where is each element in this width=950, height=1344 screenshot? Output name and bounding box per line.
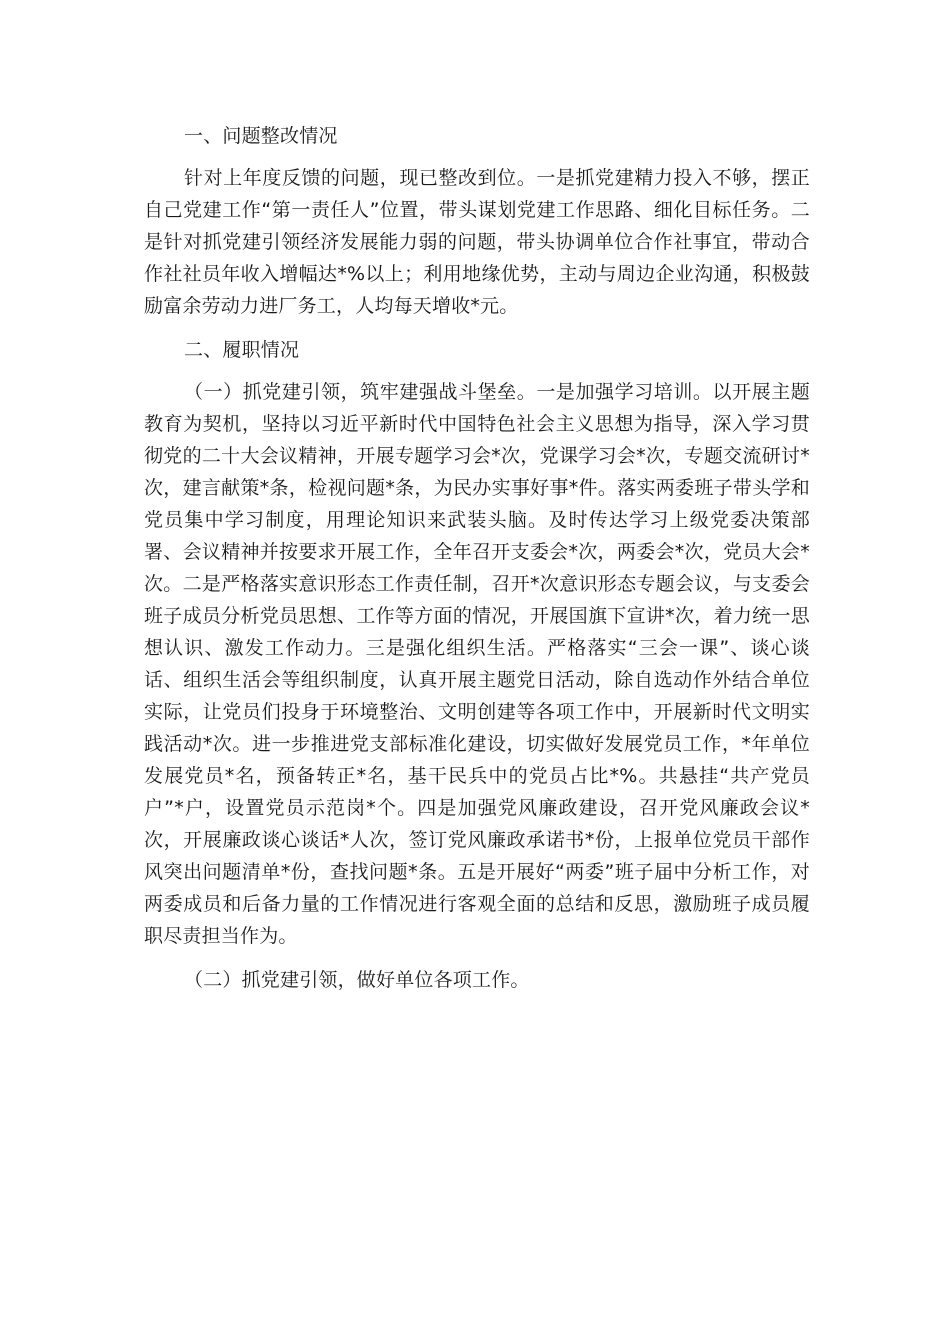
- section-paragraph-1: 针对上年度反馈的问题，现已整改到位。一是抓党建精力投入不够，摆正自己党建工作“第一责任人”位置，带头谋划党建工作思路、细化目标任务。二是针对抓党建引领经济发展能力弱的问题，带头协调单位合作社事宜，带动合作社社员年收入增幅达*%以上；利用地缘优势，主动与周边企业沟通，积极鼓励富余劳动力进厂务工，人均每天增收*元。: [144, 167, 810, 317]
- section-heading-2: 二、履职情况: [184, 339, 300, 361]
- section-heading-1: 一、问题整改情况: [184, 125, 338, 147]
- section-paragraph-3: （二）抓党建引领，做好单位各项工作。: [184, 969, 530, 991]
- document-body: [144, 120, 810, 1008]
- section-paragraph-2: （一）抓党建引领，筑牢建强战斗堡垒。一是加强学习培训。以开展主题教育为契机，坚持以习近平新时代中国特色社会主义思想为指导，深入学习贯彻党的二十大会议精神，开展专题学习会*次，党课学习会*次，专题交流研讨*次，建言献策*条，检视问题*条，为民办实事好事*件。落实两委班子带头学和党员集中学习制度，用理论知识来武装头脑。及时传达学习上级党委决策部署、会议精神并按要求开展工作，全年召开支委会*次，两委会*次，党员大会*次。二是严格落实意识形态工作责任制，召开*次意识形态专题会议，与支委会班子成员分析党员思想、工作等方面的情况，开展国旗下宣讲*次，着力统一思想认识、激发工作动力。三是强化组织生活。严格落实“三会一课”、谈心谈话、组织生活会等组织制度，认真开展主题党日活动，除自选动作外结合单位实际，让党员们投身于环境整治、文明创建等各项工作中，开展新时代文明实践活动*次。进一步推进党支部标准化建设，切实做好发展党员工作，*年单位发展党员*名，预备转正*名，基干民兵中的党员占比*%。共悬挂“共产党员户”*户，设置党员示范岗*个。四是加强党风廉政建设，召开党风廉政会议*次，开展廉政谈心谈话*人次，签订党风廉政承诺书*份，上报单位党员干部作风突出问题清单*份，查找问题*条。五是开展好“两委”班子届中分析工作，对两委成员和后备力量的工作情况进行客观全面的总结和反思，激励班子成员履职尽责担当作为。: [144, 381, 810, 947]
